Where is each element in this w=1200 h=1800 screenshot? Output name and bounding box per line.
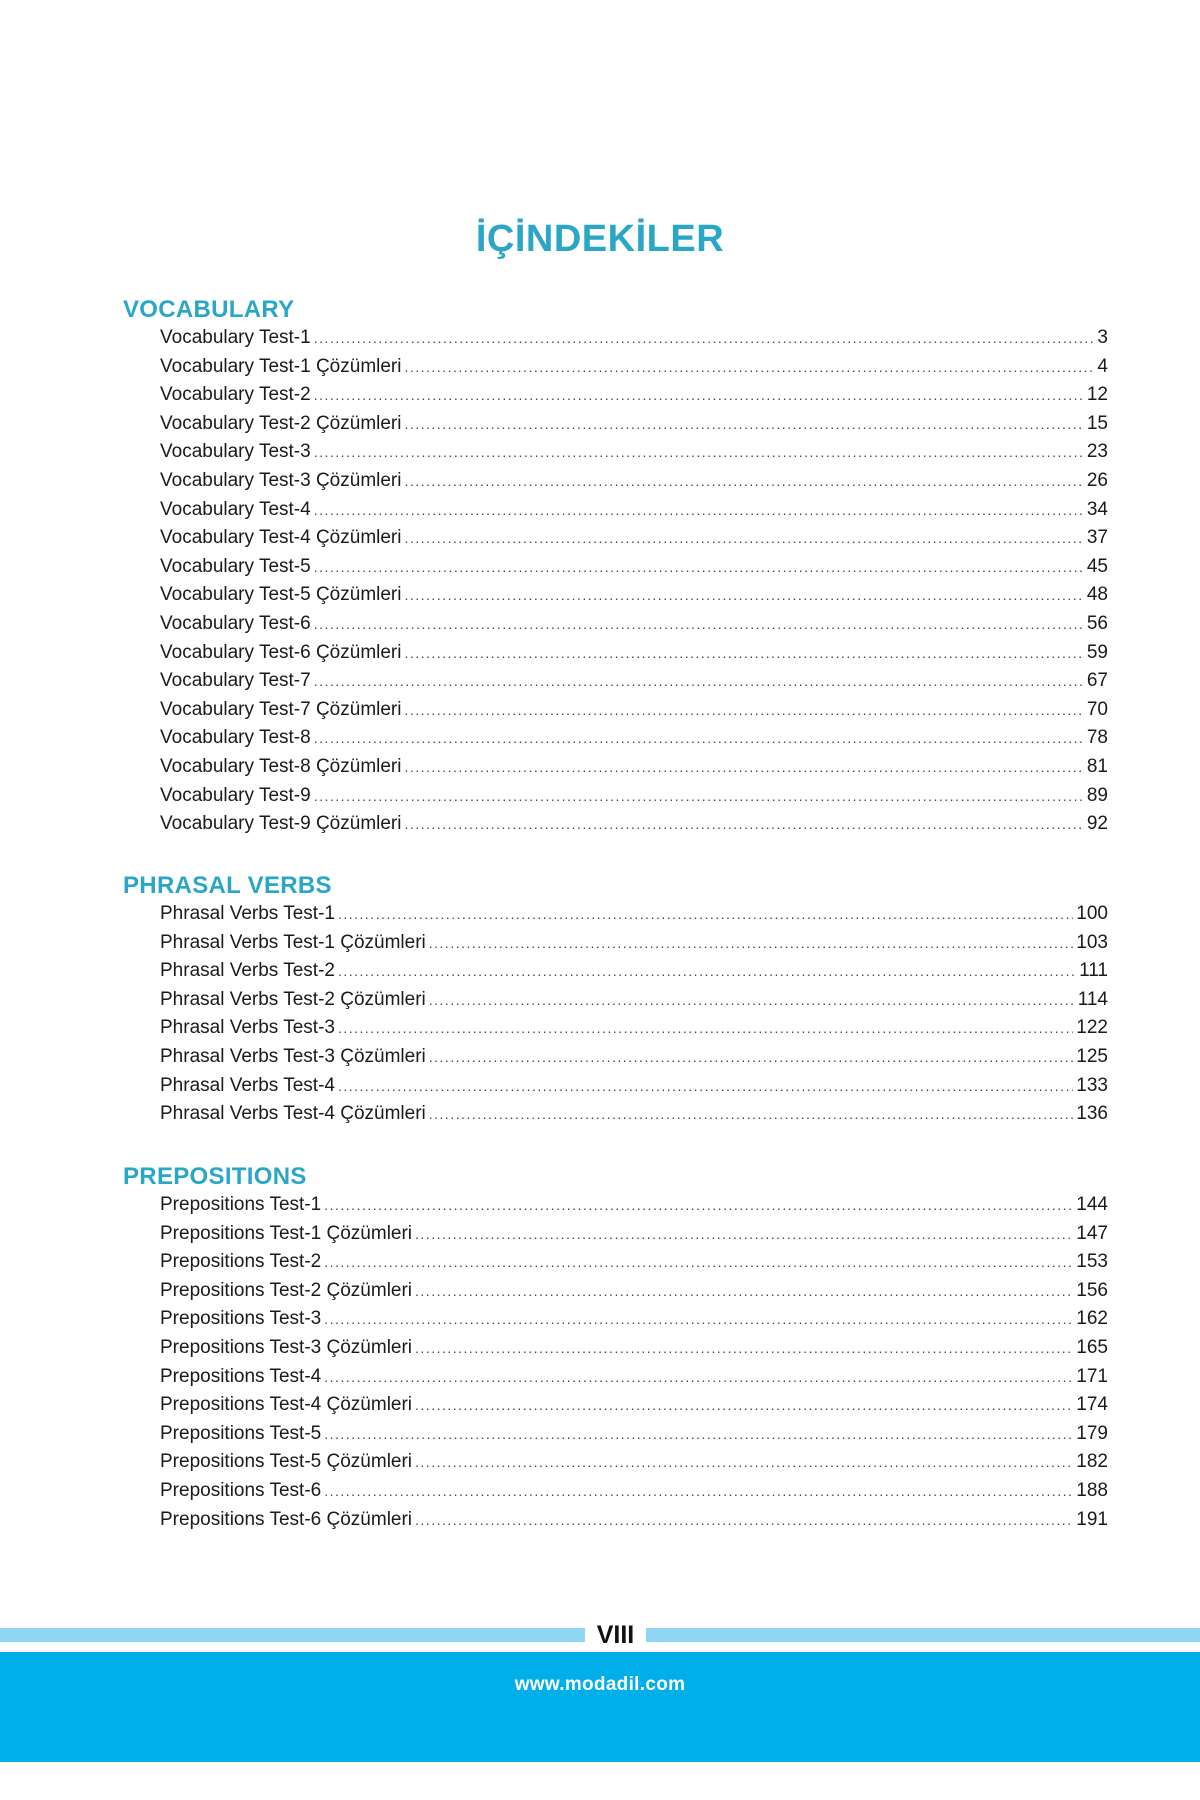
toc-entry[interactable] <box>160 1305 1108 1333</box>
toc-entry[interactable] <box>160 553 1108 581</box>
dot-leader <box>415 1391 1073 1419</box>
dot-leader <box>404 696 1083 724</box>
toc-entry[interactable] <box>160 1072 1108 1100</box>
toc-entry[interactable] <box>160 438 1108 466</box>
toc-entry[interactable] <box>160 900 1108 928</box>
toc-entry-label: Prepositions Test-4 Çözümleri <box>160 1394 413 1416</box>
toc-entry[interactable] <box>160 667 1108 695</box>
toc-entry[interactable] <box>160 1477 1108 1505</box>
toc-entry-label: Vocabulary Test-4 Çözümleri <box>160 527 402 549</box>
toc-entry[interactable] <box>160 1014 1108 1042</box>
toc-entry-label: Prepositions Test-5 Çözümleri <box>160 1451 413 1473</box>
toc-entry-page: 133 <box>1076 1074 1108 1096</box>
toc-entry-page: 153 <box>1076 1251 1108 1273</box>
toc-entry[interactable] <box>160 753 1108 781</box>
toc-entry-label: Prepositions Test-3 <box>160 1308 322 1330</box>
toc-entry-label: Vocabulary Test-7 Çözümleri <box>160 698 402 720</box>
section-heading: PHRASAL VERBS <box>123 872 332 899</box>
toc-entry-label: Prepositions Test-1 Çözümleri <box>160 1222 413 1244</box>
dot-leader <box>338 900 1073 928</box>
dot-leader <box>404 581 1083 609</box>
toc-entry[interactable] <box>160 724 1108 752</box>
toc-entry[interactable] <box>160 1391 1108 1419</box>
toc-entry-label: Vocabulary Test-8 <box>160 727 311 749</box>
toc-entry-label: Phrasal Verbs Test-3 Çözümleri <box>160 1046 426 1067</box>
toc-entry-page: 4 <box>1097 355 1108 377</box>
toc-entry-label: Phrasal Verbs Test-3 <box>160 1017 335 1039</box>
toc-entry[interactable] <box>160 782 1108 810</box>
toc-entry[interactable] <box>160 986 1108 1014</box>
toc-entry-page: 70 <box>1086 698 1108 720</box>
toc-entry-page: 89 <box>1086 784 1108 806</box>
toc-entry-label: Phrasal Verbs Test-1 Çözümleri <box>160 931 426 953</box>
dot-leader <box>404 810 1083 838</box>
dot-leader <box>314 667 1084 695</box>
toc-entry-label: Prepositions Test-4 <box>160 1365 322 1387</box>
dot-leader <box>338 1072 1073 1100</box>
toc-entry-label: Phrasal Verbs Test-1 <box>160 903 335 924</box>
toc-entry[interactable] <box>160 610 1108 638</box>
dot-leader <box>314 553 1084 581</box>
dot-leader <box>338 957 1076 985</box>
toc-entry-page: 56 <box>1086 613 1108 634</box>
dot-leader <box>404 467 1083 495</box>
toc-entry-page: 165 <box>1076 1337 1108 1358</box>
dot-leader <box>404 524 1083 552</box>
toc-entry-label: Phrasal Verbs Test-4 <box>160 1074 335 1096</box>
toc-entry-page: 45 <box>1086 555 1108 577</box>
toc-entry-page: 179 <box>1076 1422 1108 1444</box>
toc-entry-page: 114 <box>1077 988 1108 1010</box>
toc-entry[interactable] <box>160 1277 1108 1305</box>
toc-entry-label: Vocabulary Test-3 Çözümleri <box>160 470 402 491</box>
dot-leader <box>415 1220 1073 1248</box>
toc-entry[interactable] <box>160 324 1108 352</box>
toc-entry-label: Vocabulary Test-8 Çözümleri <box>160 756 402 777</box>
toc-entry-label: Phrasal Verbs Test-2 <box>160 960 335 982</box>
toc-entry-label: Prepositions Test-6 <box>160 1480 322 1501</box>
footer-stripe-right <box>646 1628 1200 1642</box>
dot-leader <box>338 1014 1073 1042</box>
toc-entry[interactable] <box>160 581 1108 609</box>
toc-entry[interactable] <box>160 1334 1108 1362</box>
dot-leader <box>415 1506 1073 1534</box>
dot-leader <box>324 1420 1073 1448</box>
toc-entry-page: 34 <box>1086 498 1108 520</box>
toc-entry-page: 59 <box>1086 641 1108 663</box>
dot-leader <box>324 1191 1073 1219</box>
toc-entry[interactable] <box>160 1420 1108 1448</box>
dot-leader <box>429 986 1075 1014</box>
toc-entry-page: 12 <box>1086 384 1108 406</box>
footer-band <box>0 1652 1200 1762</box>
dot-leader <box>404 353 1094 381</box>
toc-entry-label: Prepositions Test-6 Çözümleri <box>160 1508 413 1530</box>
toc-entry-page: 191 <box>1076 1508 1108 1530</box>
toc-entry[interactable] <box>160 1220 1108 1248</box>
toc-entry-page: 26 <box>1086 470 1108 491</box>
toc-entry-label: Vocabulary Test-6 <box>160 613 311 634</box>
toc-entry[interactable] <box>160 496 1108 524</box>
toc-entry-page: 48 <box>1086 584 1108 606</box>
toc-entry-page: 78 <box>1086 727 1108 749</box>
dot-leader <box>324 1477 1073 1505</box>
toc-entry-page: 111 <box>1079 960 1108 982</box>
dot-leader <box>314 496 1084 524</box>
toc-entry-label: Vocabulary Test-7 <box>160 670 311 692</box>
toc-entry-label: Vocabulary Test-9 Çözümleri <box>160 813 402 835</box>
toc-entry-label: Vocabulary Test-9 <box>160 784 311 806</box>
toc-entry[interactable] <box>160 1191 1108 1219</box>
page-number: VIII <box>596 1621 635 1649</box>
toc-entry-label: Vocabulary Test-3 <box>160 441 311 463</box>
toc-entry-page: 23 <box>1086 441 1108 463</box>
toc-entry[interactable] <box>160 696 1108 724</box>
toc-entry-label: Prepositions Test-2 <box>160 1251 322 1273</box>
toc-entry-page: 162 <box>1076 1308 1108 1330</box>
dot-leader <box>415 1277 1073 1305</box>
toc-entry[interactable] <box>160 1363 1108 1391</box>
toc-entry-label: Vocabulary Test-5 <box>160 555 311 577</box>
dot-leader <box>314 438 1084 466</box>
toc-entry-page: 156 <box>1076 1279 1108 1301</box>
toc-entry-page: 67 <box>1086 670 1108 692</box>
toc-entry-page: 147 <box>1076 1222 1108 1244</box>
toc-entry[interactable] <box>160 467 1108 495</box>
dot-leader <box>415 1334 1073 1362</box>
toc-entry[interactable] <box>160 381 1108 409</box>
toc-entry[interactable] <box>160 639 1108 667</box>
toc-entry-label: Prepositions Test-3 Çözümleri <box>160 1337 413 1358</box>
toc-entry-label: Vocabulary Test-4 <box>160 498 311 520</box>
toc-entry-page: 81 <box>1086 756 1108 777</box>
toc-entry-label: Vocabulary Test-2 <box>160 384 311 406</box>
page-title: İÇİNDEKİLER <box>475 218 725 260</box>
toc-entry[interactable] <box>160 353 1108 381</box>
toc-entry[interactable] <box>160 1248 1108 1276</box>
toc-entry[interactable] <box>160 810 1108 838</box>
dot-leader <box>429 1043 1074 1071</box>
footer-url[interactable]: www.modadil.com <box>514 1674 686 1695</box>
toc-entry-page: 136 <box>1076 1103 1108 1125</box>
dot-leader <box>324 1305 1073 1333</box>
dot-leader <box>314 724 1084 752</box>
toc-entry-label: Vocabulary Test-2 Çözümleri <box>160 412 402 434</box>
toc-entry-label: Vocabulary Test-5 Çözümleri <box>160 584 402 606</box>
dot-leader <box>324 1363 1073 1391</box>
toc-entry-page: 182 <box>1076 1451 1108 1473</box>
toc-entry[interactable] <box>160 957 1108 985</box>
footer-stripe-left <box>0 1628 585 1642</box>
toc-entry-label: Prepositions Test-1 <box>160 1194 322 1215</box>
toc-entry-page: 171 <box>1076 1365 1108 1387</box>
dot-leader <box>314 324 1095 352</box>
dot-leader <box>324 1248 1073 1276</box>
dot-leader <box>404 410 1083 438</box>
dot-leader <box>404 753 1083 781</box>
dot-leader <box>429 1100 1074 1128</box>
toc-entry-label: Phrasal Verbs Test-2 Çözümleri <box>160 988 426 1010</box>
toc-entry-label: Vocabulary Test-1 Çözümleri <box>160 355 402 377</box>
toc-entry-page: 37 <box>1086 527 1108 549</box>
toc-entry-label: Vocabulary Test-6 Çözümleri <box>160 641 402 663</box>
toc-entry-label: Phrasal Verbs Test-4 Çözümleri <box>160 1103 426 1125</box>
toc-entry-page: 15 <box>1086 412 1108 434</box>
toc-entry[interactable] <box>160 1448 1108 1476</box>
toc-entry-page: 188 <box>1076 1480 1108 1501</box>
section-heading: VOCABULARY <box>123 296 295 323</box>
toc-entry[interactable] <box>160 929 1108 957</box>
toc-entry-page: 100 <box>1076 903 1108 924</box>
toc-entry-page: 92 <box>1086 813 1108 835</box>
toc-entry-page: 144 <box>1076 1194 1108 1215</box>
toc-entry[interactable] <box>160 1506 1108 1534</box>
dot-leader <box>404 639 1083 667</box>
toc-entry-label: Vocabulary Test-1 <box>160 327 311 348</box>
toc-entry[interactable] <box>160 524 1108 552</box>
toc-entry[interactable] <box>160 1043 1108 1071</box>
toc-entry-page: 103 <box>1076 931 1108 953</box>
toc-entry-label: Prepositions Test-5 <box>160 1422 322 1444</box>
toc-entry-page: 125 <box>1076 1046 1108 1067</box>
toc-entry-page: 122 <box>1076 1017 1108 1039</box>
dot-leader <box>429 929 1074 957</box>
toc-entry-label: Prepositions Test-2 Çözümleri <box>160 1279 413 1301</box>
toc-entry[interactable] <box>160 410 1108 438</box>
toc-entry-page: 3 <box>1097 327 1108 348</box>
dot-leader <box>314 381 1084 409</box>
dot-leader <box>314 782 1084 810</box>
section-heading: PREPOSITIONS <box>123 1163 307 1190</box>
toc-entry-page: 174 <box>1076 1394 1108 1416</box>
dot-leader <box>314 610 1084 638</box>
toc-entry[interactable] <box>160 1100 1108 1128</box>
dot-leader <box>415 1448 1073 1476</box>
